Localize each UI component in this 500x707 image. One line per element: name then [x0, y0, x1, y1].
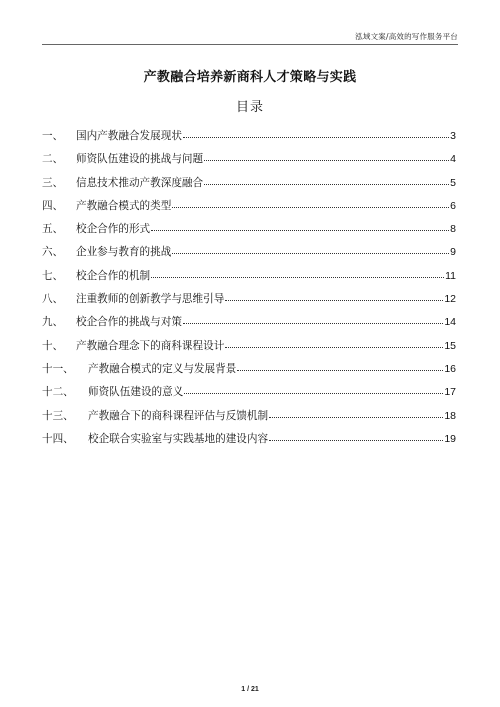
page-indicator: 1 / 21: [241, 686, 259, 693]
toc-entry-title: 校企合作的机制: [76, 269, 151, 282]
toc-dot-leader: [172, 245, 449, 255]
toc-entry-page: 18: [444, 409, 456, 422]
toc-entry-page: 19: [444, 432, 456, 445]
toc-entry-page: 6: [450, 199, 456, 212]
toc-dot-leader: [183, 129, 449, 139]
toc-entry[interactable]: [42, 408, 456, 431]
toc-dot-leader: [183, 315, 443, 325]
toc-entry-number: 九、: [42, 316, 64, 329]
toc-entry[interactable]: [42, 244, 456, 267]
toc-entry-page: 17: [444, 386, 456, 399]
toc-entry-page: 8: [450, 223, 456, 236]
toc-entry-number: 十二、: [42, 386, 74, 399]
toc-entry-page: 15: [444, 339, 456, 352]
toc-dot-leader: [151, 269, 444, 279]
table-of-contents: [42, 128, 456, 454]
toc-entry-title: 企业参与教育的挑战: [76, 246, 172, 259]
toc-entry-number: 六、: [42, 246, 64, 259]
toc-entry-title: 校企联合实验室与实践基地的建设内容: [88, 432, 269, 445]
toc-entry[interactable]: [42, 291, 456, 314]
toc-entry-page: 11: [445, 269, 456, 282]
toc-dot-leader: [237, 362, 443, 372]
toc-entry[interactable]: [42, 338, 456, 361]
toc-entry-number: 五、: [42, 223, 64, 236]
toc-entry-title: 产教融合模式的类型: [76, 199, 172, 212]
toc-dot-leader: [204, 152, 449, 162]
toc-entry-page: 9: [450, 246, 456, 259]
toc-entry-page: 4: [450, 153, 456, 166]
toc-dot-leader: [204, 176, 449, 186]
toc-dot-leader: [225, 339, 443, 349]
toc-entry-title: 产教融合模式的定义与发展背景: [88, 362, 237, 375]
toc-dot-leader: [269, 409, 443, 419]
toc-entry[interactable]: [42, 384, 456, 407]
toc-entry[interactable]: [42, 268, 456, 291]
toc-entry[interactable]: [42, 175, 456, 198]
toc-entry-page: 14: [444, 316, 456, 329]
page-header-text: 泓域文案/高效的写作服务平台: [355, 32, 458, 41]
toc-entry-title: 产教融合下的商科课程评估与反馈机制: [88, 409, 269, 422]
toc-entry-page: 5: [450, 176, 456, 189]
toc-entry-page: 12: [444, 293, 456, 306]
toc-heading: 目录: [235, 100, 264, 115]
toc-dot-leader: [269, 432, 443, 442]
toc-entry[interactable]: [42, 431, 456, 454]
toc-entry-number: 七、: [42, 269, 64, 282]
toc-entry-number: 八、: [42, 293, 64, 306]
toc-entry-number: 二、: [42, 153, 64, 166]
toc-entry-page: 16: [444, 362, 456, 375]
toc-dot-leader: [225, 292, 443, 302]
toc-entry-title: 校企合作的挑战与对策: [76, 316, 182, 329]
toc-entry-number: 十、: [42, 339, 64, 352]
toc-dot-leader: [151, 222, 449, 232]
toc-entry-title: 信息技术推动产教深度融合: [76, 176, 204, 189]
toc-entry-number: 十三、: [42, 409, 74, 422]
toc-entry[interactable]: [42, 151, 456, 174]
toc-dot-leader: [184, 385, 443, 395]
toc-entry[interactable]: [42, 361, 456, 384]
toc-entry-number: 三、: [42, 176, 64, 189]
toc-entry-title: 校企合作的形式: [76, 223, 151, 236]
toc-entry-number: 一、: [42, 130, 64, 142]
toc-entry-title: 注重教师的创新教学与思维引导: [76, 293, 225, 306]
toc-entry-number: 十一、: [42, 362, 74, 375]
toc-entry[interactable]: [42, 128, 456, 151]
toc-entry-number: 十四、: [42, 432, 74, 445]
toc-entry-title: 师资队伍建设的挑战与问题: [76, 153, 204, 166]
toc-dot-leader: [172, 199, 449, 209]
toc-entry-title: 师资队伍建设的意义: [88, 386, 184, 399]
document-title: 产教融合培养新商科人才策略与实践: [143, 70, 357, 85]
toc-entry-title: 产教融合理念下的商科课程设计: [76, 339, 225, 352]
toc-entry[interactable]: [42, 198, 456, 221]
toc-entry-number: 四、: [42, 199, 64, 212]
toc-entry-page: 3: [450, 130, 456, 142]
toc-entry[interactable]: [42, 314, 456, 337]
toc-entry-title: 国内产教融合发展现状: [76, 130, 182, 142]
toc-entry[interactable]: [42, 221, 456, 244]
header-divider: [42, 44, 458, 45]
